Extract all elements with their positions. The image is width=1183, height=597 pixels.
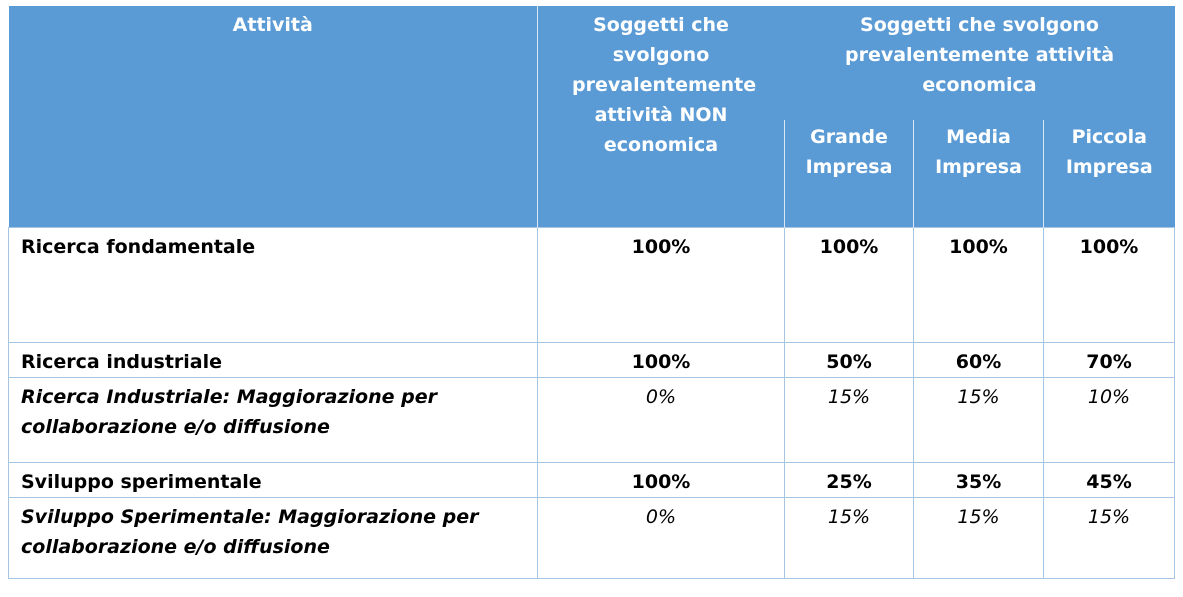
cell-non-economic: 100% [538,228,785,343]
header-large-enterprise: Grande Impresa [785,120,914,228]
header-economic: Soggetti che svolgono prevalentemente attività economica [785,6,1175,120]
cell-large: 50% [785,343,914,378]
cell-non-economic: 0% [538,498,785,579]
row-label: Sviluppo sperimentale [9,463,538,498]
table-row [9,228,1175,343]
cell-large: 100% [785,228,914,343]
cell-non-economic: 100% [538,463,785,498]
cell-medium: 60% [914,343,1044,378]
cell-large: 15% [785,498,914,579]
header-small-enterprise: Piccola Impresa [1044,120,1175,228]
cell-large: 15% [785,378,914,463]
cell-small: 70% [1044,343,1175,378]
cell-small: 100% [1044,228,1175,343]
row-label: Ricerca Industriale: Maggiorazione per collaborazione e/o diffusione [9,378,538,463]
cell-small: 45% [1044,463,1175,498]
cell-medium: 35% [914,463,1044,498]
header-activity: Attività [9,6,538,228]
cell-medium: 100% [914,228,1044,343]
table-row [9,463,1175,498]
row-label: Ricerca fondamentale [9,228,538,343]
row-label: Ricerca industriale [9,343,538,378]
cell-medium: 15% [914,498,1044,579]
cell-non-economic: 0% [538,378,785,463]
table-row [9,343,1175,378]
table-row [9,378,1175,463]
cell-small: 10% [1044,378,1175,463]
cell-medium: 15% [914,378,1044,463]
row-label: Sviluppo Sperimentale: Maggiorazione per collaborazione e/o diffusione [9,498,538,579]
cell-small: 15% [1044,498,1175,579]
cell-large: 25% [785,463,914,498]
table-row [9,498,1175,579]
header-non-economic: Soggetti che svolgono prevalentemente attività NON economica [538,6,785,228]
header-medium-enterprise: Media Impresa [914,120,1044,228]
cell-non-economic: 100% [538,343,785,378]
aid-intensity-table [8,6,1175,579]
header-row-top [9,6,1175,120]
